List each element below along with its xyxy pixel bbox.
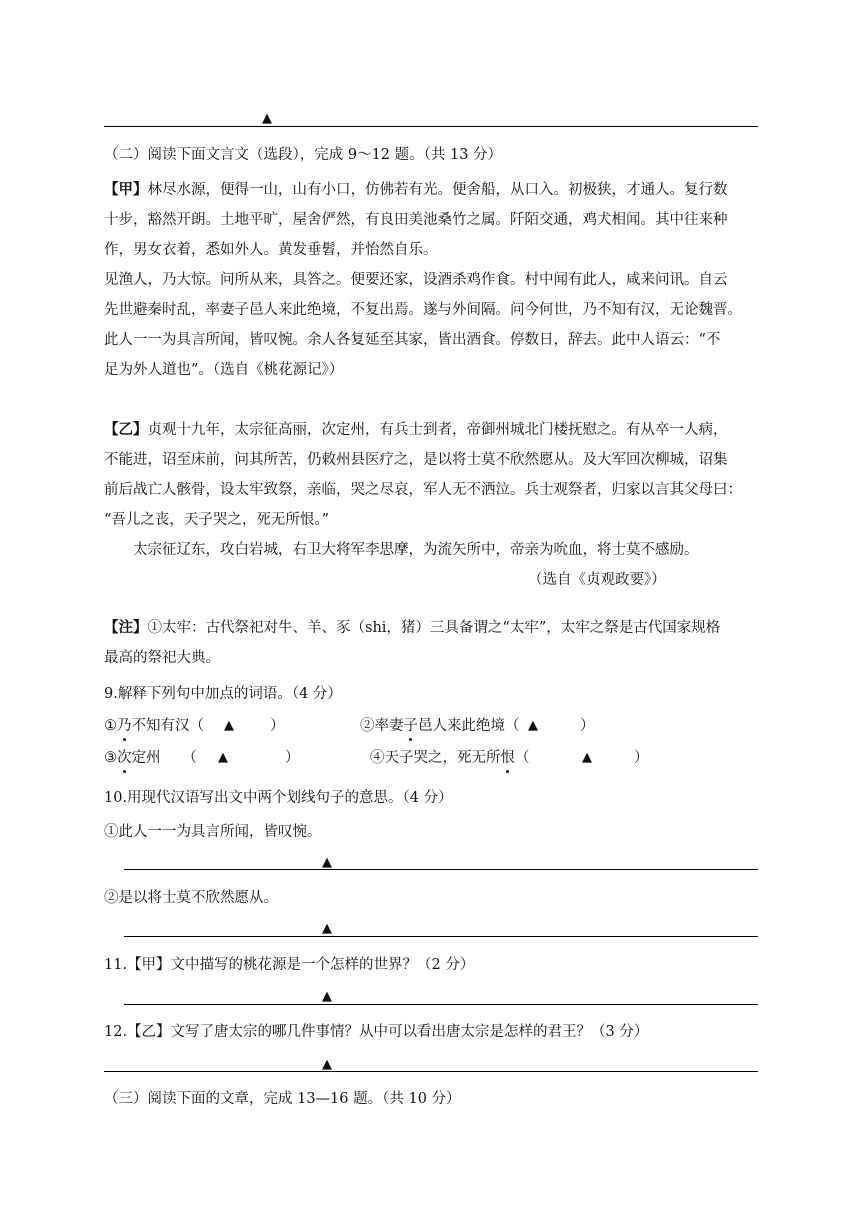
note-tag: 【注】 (104, 619, 148, 636)
passage-line: 太宗征辽东，攻白岩城，右卫大将军李思摩，为流矢所中，帝亲为吮血，将士莫不感励。 (133, 542, 699, 558)
passage-line: 贞观十九年，太宗征高丽，次定州，有兵士到者，帝御州城北门楼抚慰之。有从卒一人病， (147, 422, 728, 438)
q9-item-4: ④天子哭之，死无所恨（ (370, 750, 530, 766)
answer-marker: ▲ (218, 750, 228, 765)
answer-line (124, 1004, 758, 1005)
passage-line: 前后战亡人骸骨，设太牢致祭，亲临，哭之尽哀，军人无不洒泣。兵士观祭者，归家以言其父母曰： (104, 482, 742, 498)
passage-line: 十步，豁然开朗。土地平旷，屋舍俨然，有良田美池桑竹之属。阡陌交通，鸡犬相闻。其中往来种 (104, 212, 728, 228)
passage-tag: 【乙】 (104, 421, 148, 438)
q9-close-paren: ） (270, 718, 285, 734)
passage-line: 见渔人，乃大惊。问所从来，具答之。便要还家，设酒杀鸡作食。村中闻有此人，咸来问讯。自云 (104, 272, 728, 288)
question-11-title: 11.【甲】文中描写的桃花源是一个怎样的世界？（2 分） (104, 957, 475, 973)
q9-close-paren: ） (634, 750, 649, 766)
passage-line: 林尽水源，便得一山，山有小口，仿佛若有光。便舍船，从口入。初极狭，才通人。复行数 (147, 182, 728, 198)
dotted-word: 子 (403, 718, 418, 734)
answer-marker: ▲ (322, 855, 332, 870)
answer-line (104, 126, 758, 127)
q10-sentence-2: ②是以将士莫不欣然愿从。 (104, 890, 278, 906)
question-9-title: 9.解释下列句中加点的词语。（4 分） (104, 686, 342, 702)
note (104, 613, 758, 673)
passage-line: 作，男女衣着，悉如外人。黄发垂髫，并怡然自乐。 (104, 242, 438, 258)
q9-close-paren: ） (285, 750, 300, 766)
question-12-title: 12.【乙】文写了唐太宗的哪几件事情？从中可以看出唐太宗是怎样的君王？（3 分） (104, 1024, 649, 1040)
q10-sentence-1: ①此人一一为具言所闻，皆叹惋。 (104, 824, 322, 840)
answer-line (124, 869, 758, 870)
passage-line: 此人一一为具言所闻，皆叹惋。余人各复延至其家，皆出酒食。停数日，辞去。此中人语云：“不 (104, 332, 721, 348)
section-heading: （三）阅读下面的文章，完成 13—16 题。（共 10 分） (104, 1091, 461, 1107)
answer-line (124, 936, 758, 937)
dotted-word: 恨 (500, 750, 515, 766)
note-line: ①太牢：古代祭祀对牛、羊、豕（shi，猪）三具备谓之“太牢”，太牢之祭是古代国家规格 (147, 620, 721, 636)
passage-source: （选自《贞观政要》） (528, 572, 666, 588)
passage-line: “吾儿之丧，天子哭之，死无所恨。” (104, 512, 330, 528)
note-line: 最高的祭祀大典。 (104, 650, 220, 666)
dotted-word: 次 (117, 750, 132, 766)
q9-item-2: ②率妻子邑人来此绝境（ (360, 718, 520, 734)
passage-line: 先世避秦时乱，率妻子邑人来此绝境，不复出焉。遂与外间隔。问今何世，乃不知有汉，无论魏晋。 (104, 302, 742, 318)
answer-marker: ▲ (322, 989, 332, 1004)
answer-marker: ▲ (322, 921, 332, 936)
passage-line: 不能进，诏至床前，问其所苦，仍敕州县医疗之，是以将士莫不欣然愿从。及大军回次柳城，诏集 (104, 452, 728, 468)
section-heading: （二）阅读下面文言文（选段），完成 9～12 题。（共 13 分） (104, 147, 503, 163)
answer-marker: ▲ (224, 718, 234, 733)
answer-marker: ▲ (262, 111, 272, 126)
passage-jia (104, 175, 758, 385)
answer-line (104, 1071, 758, 1072)
answer-marker: ▲ (528, 718, 538, 733)
q9-close-paren: ） (580, 718, 595, 734)
answer-marker: ▲ (582, 750, 592, 765)
q9-item-1: ①乃不知有汉（ (104, 718, 204, 734)
passage-yi (104, 415, 758, 595)
question-10-title: 10.用现代汉语写出文中两个划线句子的意思。（4 分） (104, 790, 453, 806)
passage-tag: 【甲】 (104, 181, 148, 198)
q9-item-3: ③次定州 （ (104, 750, 197, 766)
passage-line: 足为外人道也”。（选自《桃花源记》） (104, 362, 344, 378)
answer-marker: ▲ (322, 1057, 332, 1072)
dotted-word: 乃 (117, 718, 132, 734)
